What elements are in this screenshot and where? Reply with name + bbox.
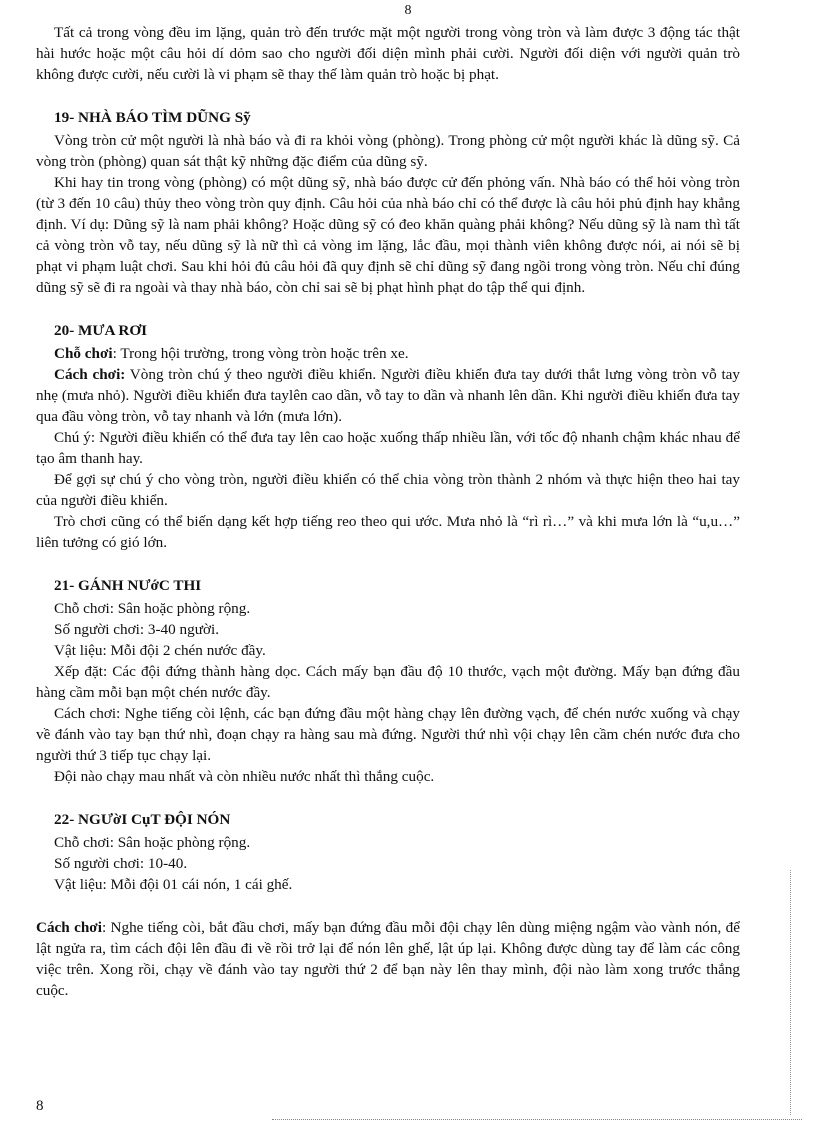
section-21-title: 21- GÁNH NƯớC THI [54,577,202,594]
section-21-place: Chỗ chơi: Sân hoặc phòng rộng. [54,600,251,617]
page-number-bottom: 8 [36,1098,44,1114]
section-20-howto [36,364,740,427]
section-19-title: 19- NHÀ BÁO TÌM DŨNG Sỹ [54,109,251,126]
section-22-materials: Vật liệu: Mỗi đội 01 cái nón, 1 cái ghế. [54,876,293,893]
section-20-variant: Trò chơi cũng có thể biến dạng kết hợp tiếng reo theo qui ước. Mưa nhỏ là “rì rì…” và khi mưa lớn là “u,u…” liên tưởng có gió lớn. [36,513,740,551]
howto-text: Vòng tròn chú ý theo người điều khiển. Người điều khiển đưa tay dưới thắt lưng vòng tròn vỗ tay nhẹ (mưa nhỏ). Người điều khiển đưa taylên cao dần, vỗ tay to dần và nhanh lên dần. Khi người điều khiển đưa tay qua đầu vòng tròn, vỗ tay nhanh và lớn (mưa lớn). [36,366,741,425]
place-text: : Trong hội trường, trong vòng tròn hoặc trên xe. [112,345,409,362]
section-19 [36,107,740,298]
place-label: Chỗ chơi [54,345,113,362]
margin-rule [790,870,791,1115]
section-20-place [36,343,740,364]
section-22-howto [36,917,740,1001]
section-20 [36,320,740,553]
section-20-attention: Để gợi sự chú ý cho vòng tròn, người điều khiển có thể chia vòng tròn thành 2 nhóm và thực hiện theo hai tay của người điều khiển. [36,471,740,509]
section-21-materials: Vật liệu: Mỗi đội 2 chén nước đầy. [54,642,266,659]
intro-paragraph: Tất cả trong vòng đều im lặng, quản trò đến trước mặt một người trong vòng tròn và làm được 3 động tác thật hài hước hoặc một câu hỏi dí dỏm sao cho người đối diện mình phải cười. Người đối diện với người quản trò không được cười, nếu cười là vi phạm sẽ thay thế làm quản trò hoặc bị phạt. [36,24,740,83]
section-22-title: 22- NGƯờI CụT ĐỘI NÓN [54,811,231,828]
footer-rule [272,1119,802,1120]
document-body [36,22,740,1001]
howto-text: : Nghe tiếng còi, bắt đầu chơi, mấy bạn đứng đầu mỗi đội chạy lên dùng miệng ngậm vào vành nón, để lật ngửa ra, tìm cách đội lên đầu đi về rồi trở lại để nón lên ghế, lật úp lại. Không được dùng tay để làm các công việc trên. Xong rồi, chạy về đánh vào tay người thứ 2 để bạn này lên thay mình, đội nào làm xong trước thắng cuộc. [36,919,740,999]
howto-label: Cách chơi: [54,366,126,383]
section-19-paragraph-1: Vòng tròn cử một người là nhà báo và đi ra khỏi vòng (phòng). Trong phòng cử một người khác là dũng sỹ. Cả vòng tròn (phòng) quan sát thật kỹ những đặc điểm của dũng sỹ. [36,132,740,170]
howto-label: Cách chơi [36,919,102,936]
page-number-top: 8 [404,3,412,18]
section-22 [36,809,740,1001]
section-19-paragraph-2: Khi hay tin trong vòng (phòng) có một dũng sỹ, nhà báo được cử đến phỏng vấn. Nhà báo có thể hỏi vòng tròn (từ 3 đến 10 câu) thủy theo vòng tròn quy định. Câu hỏi của nhà báo chỉ có thể được là câu hỏi phủ định hay khẳng định. Ví dụ: Dũng sỹ là nam phải không? Hoặc dũng sỹ có đeo khăn quàng phải không? Nếu dũng sỹ là nam thì tất cả vòng tròn vỗ tay, nếu dũng sỹ là nữ thì cả vòng im lặng, lắc đầu, mọi thành viên không được nói, ai nói sẽ bị phạt vi phạm luật chơi. Sau khi hỏi đủ câu hỏi đã quy định sẽ chỉ dũng sỹ đang ngồi trong vòng tròn. Nếu chỉ đúng dũng sỹ sẽ đi ra ngoài và thay nhà báo, còn chỉ sai sẽ bị phạt hình phạt do tập thể qui định. [36,174,740,296]
section-21-howto: Cách chơi: Nghe tiếng còi lệnh, các bạn đứng đầu một hàng chạy lên đường vạch, để chén nước xuống và chạy về đánh vào tay bạn thứ nhì, đoạn chạy ra hàng sau mà đứng. Người thứ nhì vội chạy lên cầm chén nước đưa cho người thứ 3 tiếp tục chạy lại. [36,705,740,764]
section-21 [36,575,740,787]
section-22-players: Số người chơi: 10-40. [54,855,188,872]
section-21-win: Đội nào chạy mau nhất và còn nhiều nước nhất thì thắng cuộc. [54,768,435,785]
section-20-title: 20- MƯA RƠI [54,322,148,339]
section-21-players: Số người chơi: 3-40 người. [54,621,220,638]
section-22-place: Chỗ chơi: Sân hoặc phòng rộng. [54,834,251,851]
section-20-note: Chú ý: Người điều khiển có thể đưa tay lên cao hoặc xuống thấp nhiều lần, với tốc độ nhanh chậm khác nhau để tạo âm thanh hay. [36,429,740,467]
section-21-setup: Xếp đặt: Các đội đứng thành hàng dọc. Cách mấy bạn đầu độ 10 thước, vạch một đường. Mấy bạn đứng đầu hàng cầm mỗi bạn một chén nước đầy. [36,663,740,701]
